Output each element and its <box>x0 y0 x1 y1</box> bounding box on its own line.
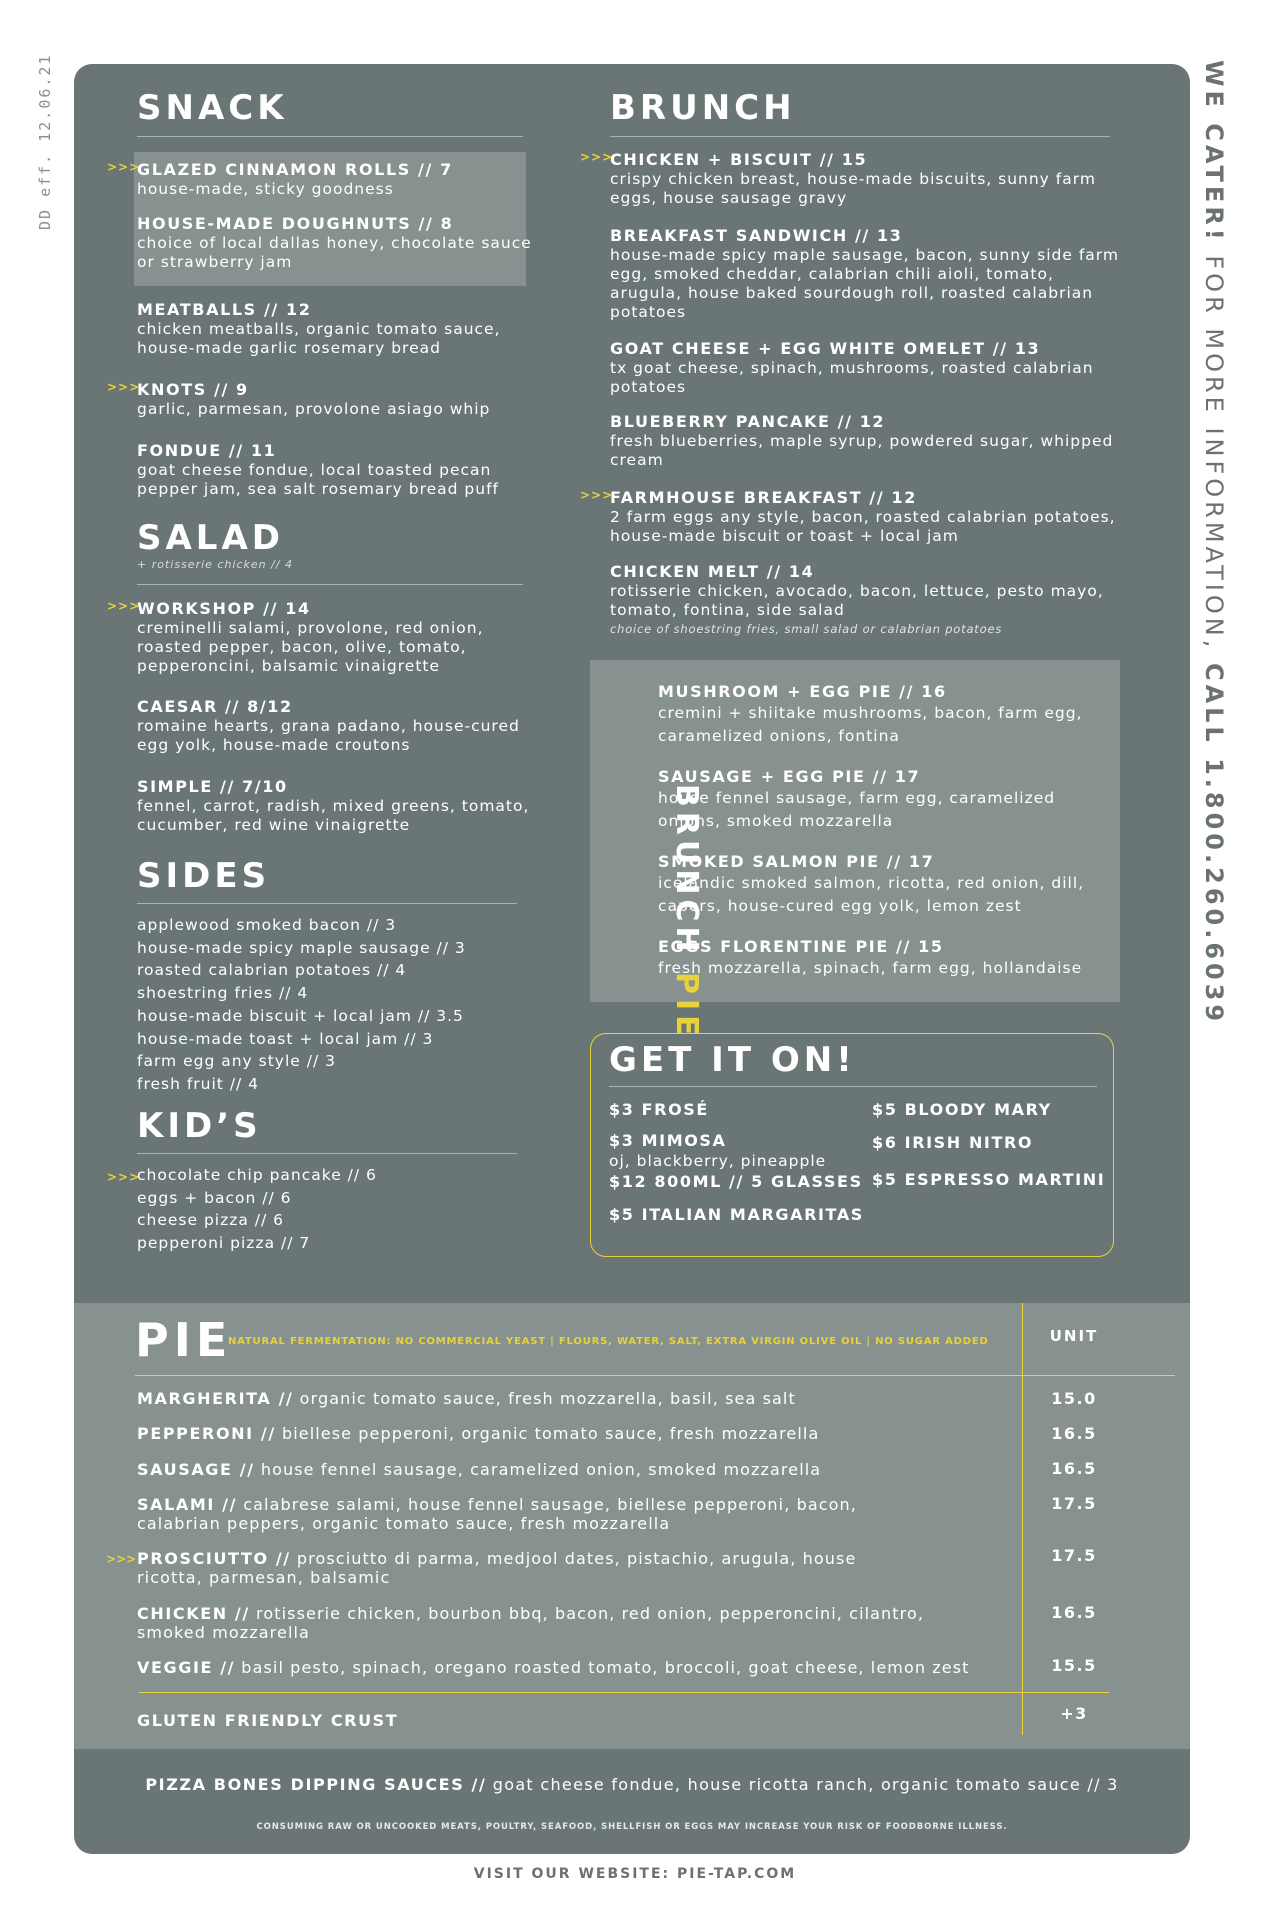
featured-marker: >>> <box>107 599 141 613</box>
catering-banner <box>1198 60 1228 1026</box>
list-item: fresh fruit // 4 <box>137 1074 260 1093</box>
featured-marker: >>> <box>107 160 141 174</box>
list-item: house-made toast + local jam // 3 <box>137 1029 434 1048</box>
unit-header: UNIT <box>1049 1327 1099 1345</box>
health-warning: CONSUMING RAW OR UNCOOKED MEATS, POULTRY, SEAFOOD, SHELLFISH OR EGGS MAY INCREASE YOUR RISK OF FOODBORNE ILLNESS. <box>256 1822 1008 1832</box>
price-prosciutto: 17.5 <box>1051 1546 1097 1565</box>
sides-rule <box>137 903 517 904</box>
snack-item-meatballs: MEATBALLS // 12 chicken meatballs, organic tomato sauce, house-made garlic rosemary bread <box>137 300 501 357</box>
salad-item-workshop: >>> WORKSHOP // 14 creminelli salami, provolone, red onion, roasted pepper, bacon, olive, tomato, pepperoncini, balsamic vinaigrette <box>107 599 484 675</box>
brunch-pie-sausage: SAUSAGE + EGG PIE // 17 house fennel sausage, farm egg, caramelized onions, smoked mozzarella <box>658 767 1056 830</box>
kids-title: KID’S <box>137 1106 262 1146</box>
pie-item-sausage: SAUSAGE // house fennel sausage, caramelized onion, smoked mozzarella <box>137 1460 822 1479</box>
brunch-pie-salmon: SMOKED SALMON PIE // 17 icelandic smoked salmon, ricotta, red onion, dill, capers, house-cured egg yolk, lemon zest <box>658 852 1085 915</box>
drinks-box <box>590 1033 1114 1257</box>
list-item: shoestring fries // 4 <box>137 984 309 1003</box>
salad-note: + rotisserie chicken // 4 <box>137 558 294 571</box>
drink-mimosa: $3 MIMOSA <box>609 1131 727 1150</box>
brunch-pie-mushroom: MUSHROOM + EGG PIE // 16 cremini + shiitake mushrooms, bacon, farm egg, caramelized onions, fontina <box>658 682 1083 745</box>
pie-section <box>74 1303 1190 1749</box>
website-link[interactable]: VISIT OUR WEBSITE: PIE-TAP.COM <box>473 1866 797 1882</box>
list-item: house-made spicy maple sausage // 3 <box>137 938 466 957</box>
list-item: house-made biscuit + local jam // 3.5 <box>137 1006 464 1025</box>
side-choice-note: choice of shoestring fries, small salad or calabrian potatoes <box>610 622 1003 636</box>
brunch-item-farmhouse: >>> FARMHOUSE BREAKFAST // 12 2 farm eggs any style, bacon, roasted calabrian potatoes, house-made biscuit or toast + local jam <box>580 488 1116 545</box>
drink-frose: $3 FROSÉ <box>609 1100 709 1119</box>
brunch-pie-title: BRUNCH PIE <box>669 784 704 1041</box>
pie-item-salami: SALAMI // calabrese salami, house fennel sausage, biellese pepperoni, bacon, calabrian peppers, organic tomato sauce, fresh mozzarella <box>137 1495 857 1533</box>
pie-header-rule <box>135 1375 1175 1376</box>
kids-rule <box>137 1153 517 1154</box>
drinks-rule <box>609 1086 1097 1087</box>
drink-espresso-martini: $5 ESPRESSO MARTINI <box>872 1170 1106 1189</box>
salad-item-caesar: CAESAR // 8/12 romaine hearts, grana padano, house-cured egg yolk, house-made croutons <box>137 697 520 754</box>
drink-bloody-mary: $5 BLOODY MARY <box>872 1100 1052 1119</box>
drinks-title: GET IT ON! <box>609 1040 856 1080</box>
brunch-pie-florentine: EGGS FLORENTINE PIE // 15 fresh mozzarella, spinach, farm egg, hollandaise <box>658 937 1083 977</box>
sides-title: SIDES <box>137 856 271 896</box>
brunch-rule <box>610 136 1110 137</box>
featured-marker: >>> <box>107 1170 141 1184</box>
pie-item-prosciutto: PROSCIUTTO // prosciutto di parma, medjool dates, pistachio, arugula, house ricotta, parmesan, balsamic <box>137 1549 857 1587</box>
list-item: chocolate chip pancake // 6 <box>137 1166 377 1184</box>
brunch-item-chicken-biscuit: >>> CHICKEN + BISCUIT // 15 crispy chicken breast, house-made biscuits, sunny farm eggs, house sausage gravy <box>580 150 1096 207</box>
price-veggie: 15.5 <box>1051 1656 1097 1675</box>
price-chicken: 16.5 <box>1051 1603 1097 1622</box>
sides-list <box>137 914 537 1096</box>
effective-date: DD eff. 12.06.21 <box>36 53 54 230</box>
pie-item-pepperoni: PEPPERONI // biellese pepperoni, organic tomato sauce, fresh mozzarella <box>137 1424 820 1443</box>
list-item: eggs + bacon // 6 <box>137 1188 292 1207</box>
gluten-rule <box>139 1692 1109 1693</box>
more-info-text: FOR MORE INFORMATION, <box>1200 243 1228 663</box>
salad-rule <box>137 584 523 585</box>
list-item: pepperoni pizza // 7 <box>137 1234 311 1253</box>
salad-item-simple: SIMPLE // 7/10 fennel, carrot, radish, mixed greens, tomato, cucumber, red wine vinaigrette <box>137 777 530 834</box>
drink-mimosa-large: $12 800ML // 5 GLASSES <box>609 1172 863 1191</box>
call-number[interactable]: CALL 1.800.260.6039 <box>1200 662 1228 1026</box>
featured-marker: >>> <box>107 380 141 394</box>
brunch-item-omelet: GOAT CHEESE + EGG WHITE OMELET // 13 tx goat cheese, spinach, mushrooms, roasted calabrian potatoes <box>610 339 1094 396</box>
brunch-item-chicken-melt: CHICKEN MELT // 14 rotisserie chicken, avocado, bacon, lettuce, pesto mayo, tomato, fontina, side salad choice of shoestring fries, small salad or calabrian potatoes <box>610 562 1130 636</box>
list-item: applewood smoked bacon // 3 <box>137 916 397 934</box>
snack-item-fondue: FONDUE // 11 goat cheese fondue, local toasted pecan pepper jam, sea salt rosemary bread puff <box>137 441 500 498</box>
price-sausage: 16.5 <box>1051 1459 1097 1478</box>
brunch-title: BRUNCH <box>610 88 796 128</box>
featured-marker: >>> <box>580 150 614 164</box>
list-item: roasted calabrian potatoes // 4 <box>137 961 407 980</box>
kids-list <box>107 1164 537 1255</box>
snack-rule <box>137 136 523 137</box>
list-item: cheese pizza // 6 <box>137 1211 285 1230</box>
price-margherita: 15.0 <box>1051 1389 1097 1408</box>
drink-irish-nitro: $6 IRISH NITRO <box>872 1133 1034 1152</box>
menu-card <box>74 64 1190 1854</box>
pie-tagline: NATURAL FERMENTATION: NO COMMERCIAL YEAST | FLOURS, WATER, SALT, EXTRA VIRGIN OLIVE OIL | NO SUGAR ADDED <box>228 1336 989 1347</box>
price-gluten: +3 <box>1060 1704 1088 1723</box>
snack-item-knots: >>> KNOTS // 9 garlic, parmesan, provolone asiago whip <box>107 380 491 418</box>
price-pepperoni: 16.5 <box>1051 1424 1097 1443</box>
we-cater-text: WE CATER! <box>1200 60 1228 244</box>
drink-margaritas: $5 ITALIAN MARGARITAS <box>609 1205 864 1224</box>
list-item: farm egg any style // 3 <box>137 1052 336 1071</box>
snack-item-doughnuts: HOUSE-MADE DOUGHNUTS // 8 choice of local dallas honey, chocolate sauce or strawberry jam <box>137 214 532 271</box>
brunch-item-pancake: BLUEBERRY PANCAKE // 12 fresh blueberries, maple syrup, powdered sugar, whipped cream <box>610 412 1114 469</box>
featured-marker: >>> <box>580 488 614 502</box>
snack-item-cinnamon-rolls: >>> GLAZED CINNAMON ROLLS // 7 house-made, sticky goodness <box>107 160 453 198</box>
dipping-sauces: PIZZA BONES DIPPING SAUCES // goat cheese fondue, house ricotta ranch, organic tomato sauce // 3 <box>145 1775 1119 1794</box>
pie-item-chicken: CHICKEN // rotisserie chicken, bourbon bbq, bacon, red onion, pepperoncini, cilantro, smoked mozzarella <box>137 1604 925 1642</box>
drink-mimosa-flavors: oj, blackberry, pineapple <box>609 1152 827 1170</box>
pie-title: PIE <box>135 1313 233 1367</box>
brunch-item-breakfast-sandwich: BREAKFAST SANDWICH // 13 house-made spicy maple sausage, bacon, sunny side farm egg, smoked cheddar, calabrian chili aioli, tomato, arugula, house baked sourdough roll, roasted calabrian potatoes <box>610 226 1119 321</box>
gluten-friendly-crust: GLUTEN FRIENDLY CRUST <box>137 1711 399 1730</box>
pie-item-veggie: VEGGIE // basil pesto, spinach, oregano roasted tomato, broccoli, goat cheese, lemon zest <box>137 1658 970 1677</box>
price-salami: 17.5 <box>1051 1494 1097 1513</box>
snack-title: SNACK <box>137 88 288 128</box>
pie-item-margherita: MARGHERITA // organic tomato sauce, fresh mozzarella, basil, sea salt <box>137 1389 796 1408</box>
salad-title: SALAD <box>137 518 285 558</box>
featured-marker: >>> <box>106 1552 137 1566</box>
